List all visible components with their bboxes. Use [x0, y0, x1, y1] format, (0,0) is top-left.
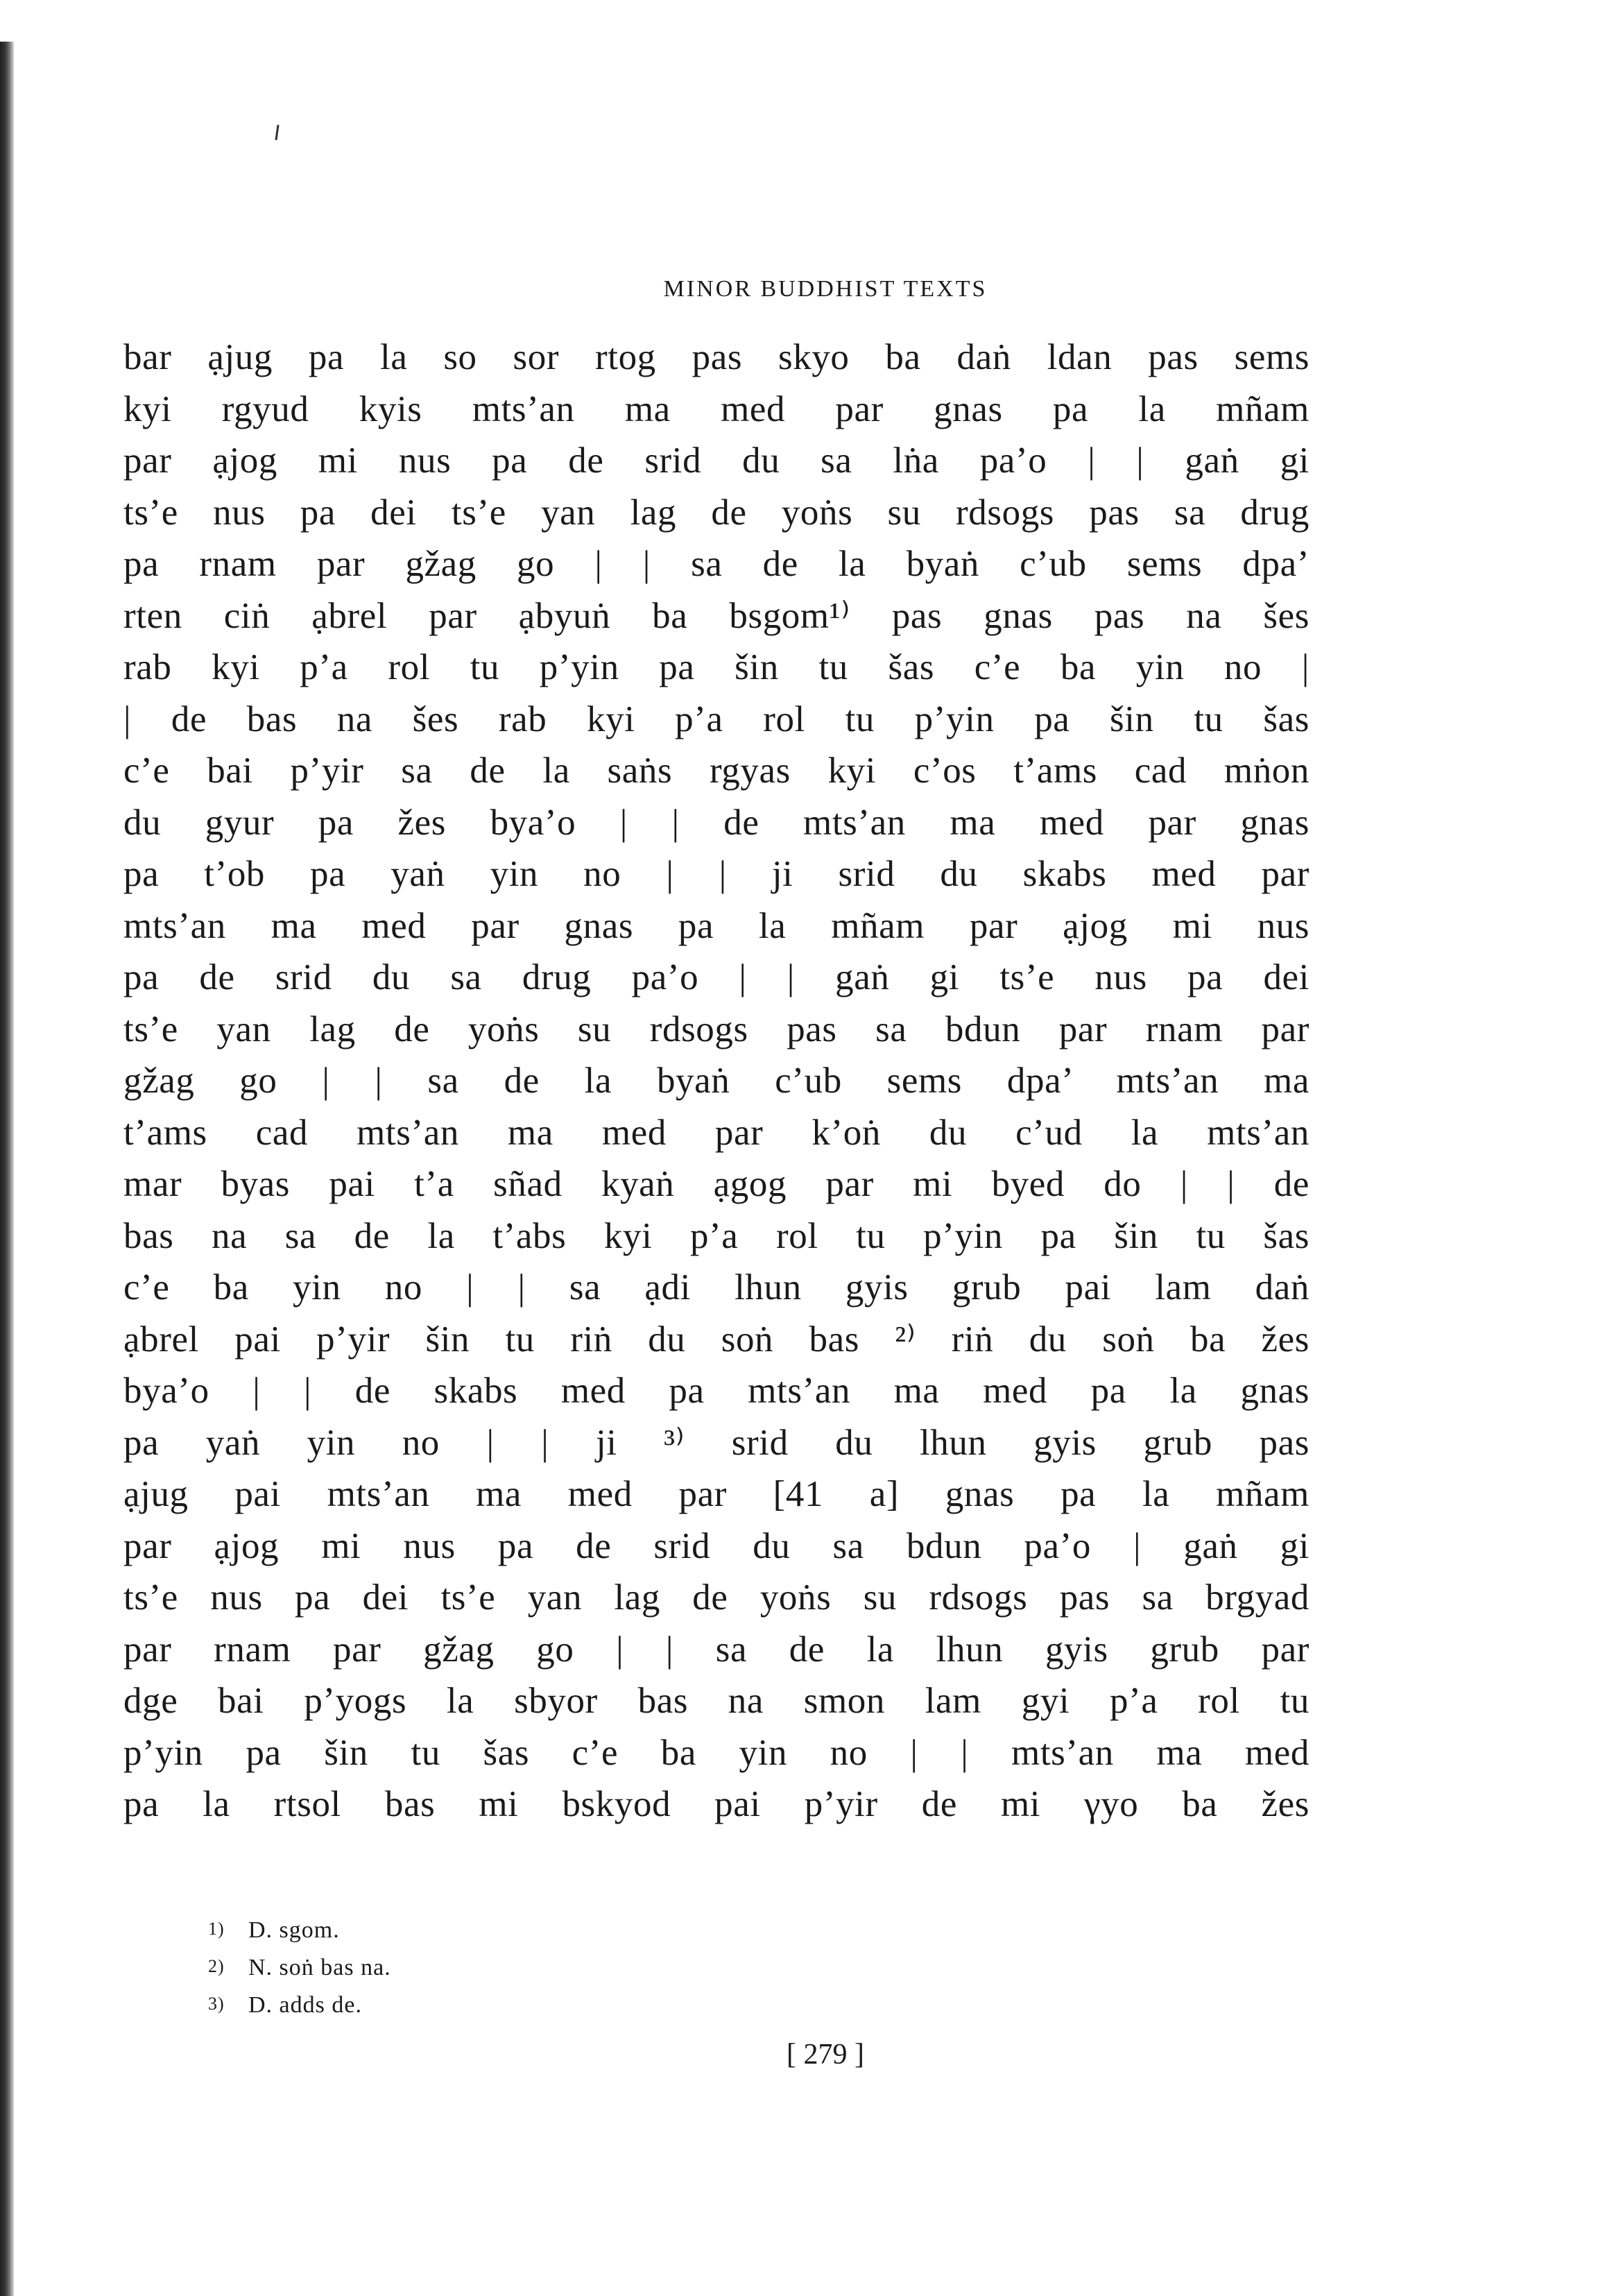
text-line: | de bas na šes rab kyi p’a rol tu p’yin pa šin tu šas — [123, 699, 1309, 739]
text-line: pa de srid du sa drug pa’o | | gaṅ gi ts’e nus pa dei — [123, 957, 1309, 997]
text-line: ts’e nus pa dei ts’e yan lag de yoṅs su rdsogs pas sa brgyad — [123, 1577, 1309, 1618]
running-head: MINOR BUDDHIST TEXTS — [663, 276, 988, 302]
footnote-text: D. adds de. — [248, 1992, 362, 2018]
text-line: ts’e nus pa dei ts’e yan lag de yoṅs su rdsogs pas sa drug — [123, 492, 1309, 533]
page-number: [ 279 ] — [787, 2039, 864, 2071]
text-line: rten ciṅ ạbrel par ạbyuṅ ba bsgom¹⁾ pas gnas pas na šes — [123, 595, 1309, 636]
text-line: t’ams cad mts’an ma med par k’oṅ du c’ud la mts’an — [123, 1112, 1309, 1153]
stray-ink-mark — [275, 125, 279, 140]
text-line: pa la rtsol bas mi bskyod pai p’yir de mi γyo ba žes — [123, 1784, 1309, 1824]
text-line: ạbrel pai p’yir šin tu riṅ du soṅ bas ²⁾ riṅ du soṅ ba žes — [123, 1319, 1309, 1360]
footnote-text: D. sgom. — [248, 1917, 340, 1943]
text-line: par rnam par gžag go | | sa de la lhun gyis grub par — [123, 1629, 1309, 1670]
footnote-text: N. soṅ bas na. — [248, 1955, 391, 1980]
text-line: dge bai p’yogs la sbyor bas na smon lam gyi p’a rol tu — [123, 1681, 1309, 1721]
text-line: bas na sa de la t’abs kyi p’a rol tu p’yin pa šin tu šas — [123, 1215, 1309, 1256]
text-line: bya’o | | de skabs med pa mts’an ma med pa la gnas — [123, 1371, 1309, 1411]
footnotes — [208, 1911, 391, 2023]
text-line: c’e bai p’yir sa de la saṅs rgyas kyi c’os t’ams cad mṅon — [123, 751, 1309, 791]
text-line: bar ạjug pa la so sor rtog pas skyo ba daṅ ldan pas sems — [123, 337, 1309, 377]
text-line: pa rnam par gžag go | | sa de la byaṅ c’ub sems dpa’ — [123, 544, 1309, 584]
text-line: par ạjog mi nus pa de srid du sa lṅa pa’o | | gaṅ gi — [123, 440, 1309, 481]
text-line: par ạjog mi nus pa de srid du sa bdun pa’o | gaṅ gi — [123, 1525, 1309, 1566]
text-line: mts’an ma med par gnas pa la mñam par ạjog mi nus — [123, 905, 1309, 946]
text-line: mar byas pai t’a sñad kyaṅ ạgog par mi byed do | | de — [123, 1164, 1309, 1204]
footnote-mark: 1) — [208, 1919, 225, 1939]
text-line: pa t’ob pa yaṅ yin no | | ji srid du skabs med par — [123, 854, 1309, 894]
scan-edge-shadow — [0, 42, 14, 2296]
text-line: gžag go | | sa de la byaṅ c’ub sems dpa’ mts’an ma — [123, 1061, 1309, 1101]
footnote — [208, 1986, 391, 2023]
text-line: kyi rgyud kyis mts’an ma med par gnas pa la mñam — [123, 388, 1309, 429]
footnote — [208, 1948, 391, 1986]
footnote-mark: 2) — [208, 1956, 225, 1976]
text-line: c’e ba yin no | | sa ạdi lhun gyis grub pai lam daṅ — [123, 1267, 1309, 1308]
text-line: ạjug pai mts’an ma med par [41 a] gnas pa la mñam — [123, 1474, 1309, 1514]
footnote-mark: 3) — [208, 1994, 225, 2014]
text-line: pa yaṅ yin no | | ji ³⁾ srid du lhun gyis grub pas — [123, 1422, 1309, 1463]
text-line: p’yin pa šin tu šas c’e ba yin no | | mts’an ma med — [123, 1732, 1309, 1773]
text-line: du gyur pa žes bya’o | | de mts’an ma med par gnas — [123, 802, 1309, 843]
text-line: rab kyi p’a rol tu p’yin pa šin tu šas c’e ba yin no | — [123, 647, 1309, 687]
text-line: ts’e yan lag de yoṅs su rdsogs pas sa bdun par rnam par — [123, 1009, 1309, 1050]
body-text — [123, 332, 1309, 1831]
footnote — [208, 1911, 391, 1948]
